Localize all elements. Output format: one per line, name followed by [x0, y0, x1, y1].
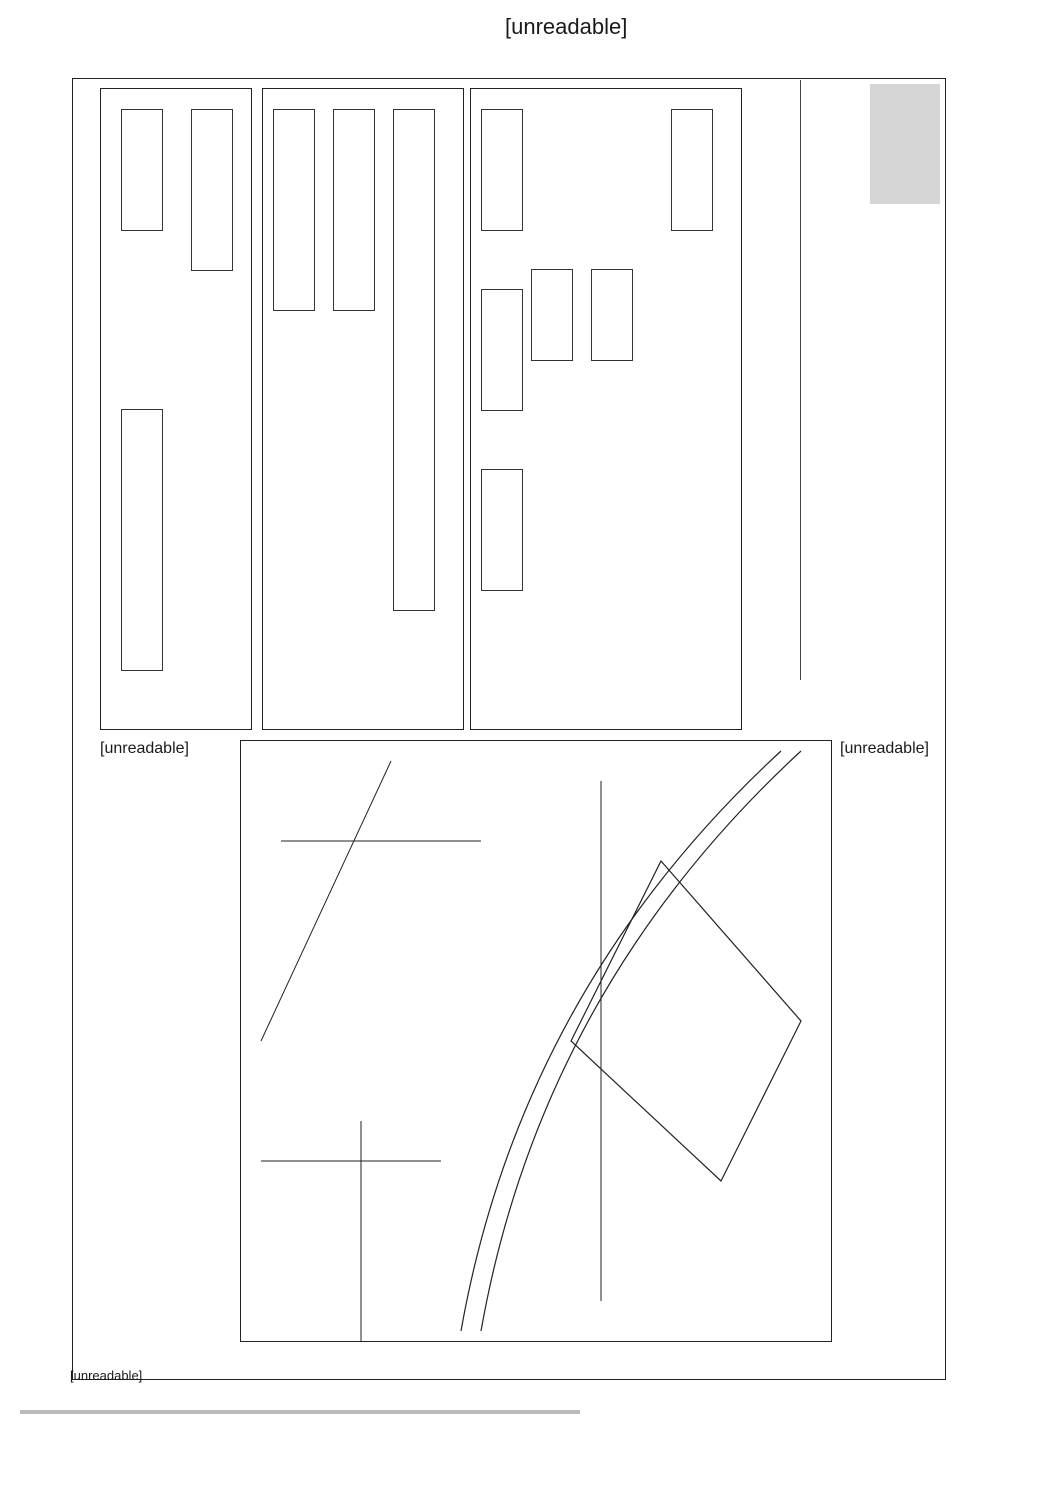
csv-line: [unreadable]	[70, 1368, 143, 1383]
map-title-band	[840, 740, 940, 1340]
field-owner-name	[393, 109, 435, 611]
field-right	[273, 109, 315, 311]
map-title: [unreadable]	[840, 740, 929, 757]
field-share	[531, 269, 573, 361]
page-number: [unreadable]	[505, 14, 628, 39]
field-construction-value	[481, 289, 523, 411]
section-ownership	[262, 88, 464, 730]
government-logo	[870, 84, 940, 204]
legend-title: [unreadable]	[100, 740, 189, 757]
field-built-area	[121, 109, 163, 231]
field-address	[671, 109, 713, 231]
field-owner-address	[333, 109, 375, 311]
field-land-value	[481, 109, 523, 231]
field-parcel-type	[121, 409, 163, 671]
cadastral-map	[240, 740, 832, 1342]
field-cadastral-value	[481, 469, 523, 591]
field-use	[591, 269, 633, 361]
scan-artifact	[20, 1410, 580, 1414]
field-parcel-location	[191, 109, 233, 271]
section-parcel	[100, 88, 252, 730]
map-legend	[100, 740, 220, 1340]
section-property	[470, 88, 742, 730]
map-drawing	[241, 741, 831, 1341]
